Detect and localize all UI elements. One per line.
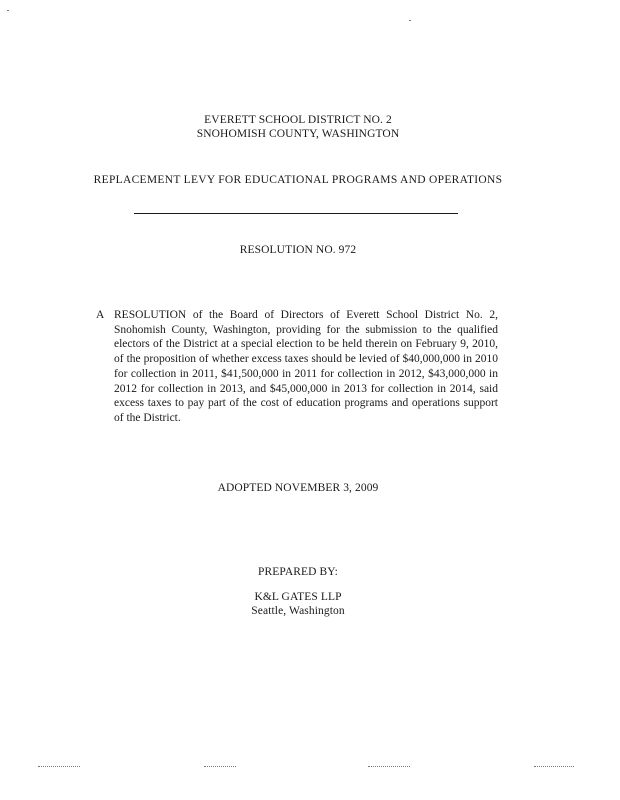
prepared-by-label: PREPARED BY: <box>258 566 338 578</box>
levy-title: REPLACEMENT LEVY FOR EDUCATIONAL PROGRAMS AND OPERATIONS <box>93 174 503 186</box>
scan-speck-top-left <box>7 10 9 11</box>
footer-scan-mark-4 <box>534 766 574 768</box>
footer-scan-mark-2 <box>204 766 236 768</box>
article-letter: A <box>96 309 105 321</box>
firm-block <box>0 590 596 618</box>
firm-name: K&L GATES LLP <box>254 591 342 603</box>
title-divider-rule <box>134 213 458 214</box>
firm-location: Seattle, Washington <box>251 605 345 617</box>
resolution-body-text: RESOLUTION of the Board of Directors of Everett School District No. 2, Snohomish County, Washington, providing for the submission to the qualified electors of the District at a special election to be held therein on February 9, 2010, of the proposition of whether excess taxes should be levied of $40,000,000 in 2010 for collection in 2011, $41,500,000 in 2011 for collection in 2012, $43,000,000 in 2012 for collection in 2013, and $45,000,000 in 2013 for collection in 2014, said excess taxes to pay part of the cost of education programs and operations support of the District. <box>114 309 498 424</box>
footer-scan-mark-1 <box>38 766 80 768</box>
county-name: SNOHOMISH COUNTY, WASHINGTON <box>196 128 400 140</box>
adopted-date: ADOPTED NOVEMBER 3, 2009 <box>217 482 379 494</box>
resolution-number: RESOLUTION NO. 972 <box>239 244 357 256</box>
footer-scan-mark-3 <box>368 766 410 768</box>
district-heading <box>0 113 596 141</box>
scan-speck-top-right <box>409 20 411 21</box>
district-name: EVERETT SCHOOL DISTRICT NO. 2 <box>204 114 392 126</box>
resolution-summary <box>96 308 498 426</box>
